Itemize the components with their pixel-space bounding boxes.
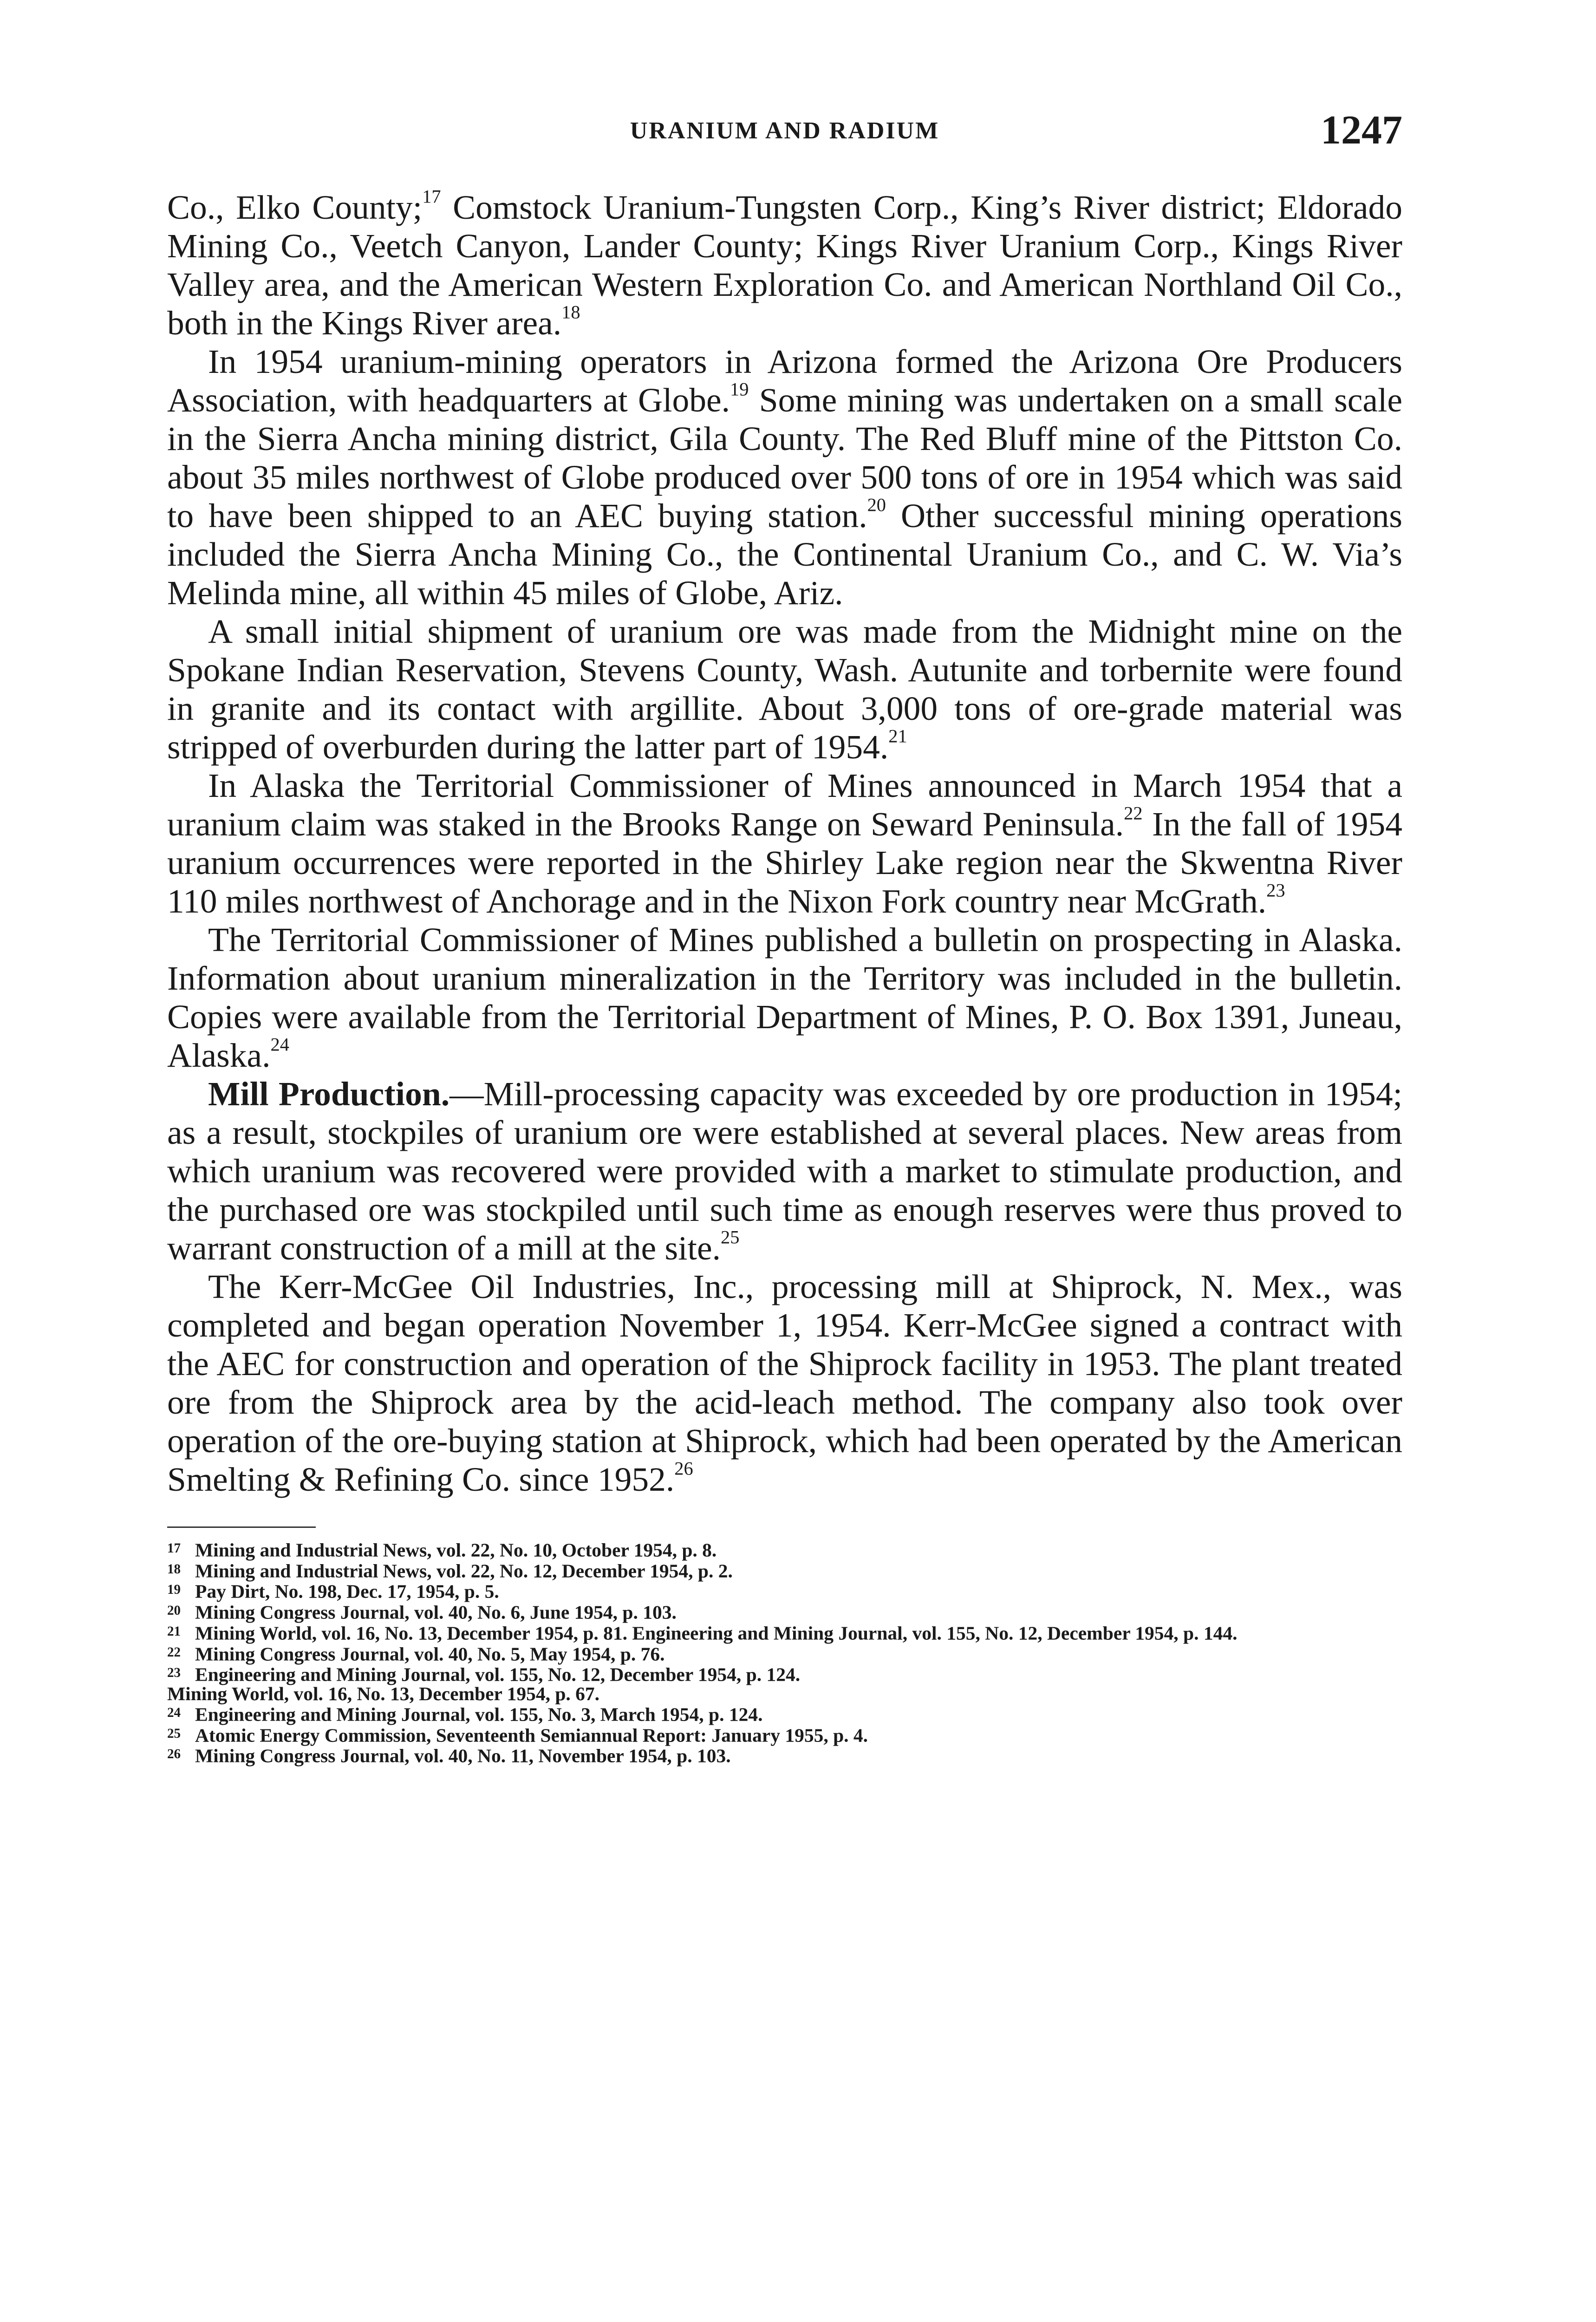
section-heading: Mill Production.: [208, 1075, 450, 1113]
footnote-reference[interactable]: 23: [1266, 880, 1285, 901]
page-header: [167, 107, 1402, 163]
footnote-reference[interactable]: 19: [730, 378, 749, 400]
footnote-reference[interactable]: 20: [867, 494, 886, 515]
paragraph-text: —Mill-processing capacity was exceeded by ore production in 1954; as a result, stockpiles of uranium ore were established at several places. New areas from which uranium was recovered were provided with a market to stimulate production, and the purchased ore was stockpiled until such time as enough reserves were thus proved to warrant construction of a mill at the site.: [167, 1075, 1403, 1267]
footnote-marker: 17: [167, 1541, 181, 1556]
page-number: 1247: [1321, 108, 1402, 153]
paragraph-text: Comstock Uranium-Tungsten Corp., King’s River district; Eldorado Mining Co., Veetch Canyon, Lander County; Kings River Uranium Corp., Kings River Valley area, and the American Western Exploration Co. and American Northland Oil Co., both in the Kings River area.: [167, 189, 1402, 342]
footnote: [167, 1745, 1402, 1766]
footnote-reference[interactable]: 24: [270, 1034, 289, 1055]
footnote-text: Engineering and Mining Journal, vol. 155, No. 12, December 1954, p. 124.: [195, 1663, 801, 1685]
paragraph: [167, 342, 1402, 612]
footnote-reference[interactable]: 18: [561, 301, 580, 323]
paragraph: [167, 612, 1402, 766]
footnote-text: Atomic Energy Commission, Seventeenth Semiannual Report: January 1955, p. 4.: [195, 1724, 868, 1746]
footnote-reference[interactable]: 17: [422, 186, 441, 207]
paragraph: [167, 188, 1402, 342]
footnote-rule: [167, 1526, 316, 1528]
footnote-text: Mining World, vol. 16, No. 13, December 1954, p. 81. Engineering and Mining Journal, vol. 155, No. 12, December 1954, p. 144.: [195, 1622, 1238, 1644]
footnote-text: Engineering and Mining Journal, vol. 155, No. 3, March 1954, p. 124.: [195, 1703, 763, 1725]
footnote-marker: 22: [167, 1644, 181, 1660]
footnote-marker: 23: [167, 1665, 181, 1681]
paragraph-text: In 1954 uranium-mining operators in Arizona formed the Arizona Ore Producers Association, with headquarters at Globe.: [167, 343, 1402, 419]
footnote-text: Mining World, vol. 16, No. 13, December 1954, p. 67.: [167, 1683, 600, 1704]
footnote-marker: 20: [167, 1603, 181, 1618]
footnote: [167, 1703, 1402, 1724]
footnote: [167, 1663, 1402, 1684]
footnote: [167, 1684, 1402, 1703]
running-head: URANIUM AND RADIUM: [630, 117, 940, 144]
footnote-marker: 21: [167, 1624, 181, 1639]
footnote-marker: 19: [167, 1582, 181, 1598]
footnote-text: Mining and Industrial News, vol. 22, No. 10, October 1954, p. 8.: [195, 1539, 717, 1561]
body-text: [167, 188, 1402, 1499]
footnote-text: Mining Congress Journal, vol. 40, No. 6, June 1954, p. 103.: [195, 1601, 677, 1623]
footnote-text: Mining Congress Journal, vol. 40, No. 11, November 1954, p. 103.: [195, 1745, 731, 1767]
footnote: [167, 1643, 1402, 1664]
book-page: [167, 107, 1402, 1766]
footnote-reference[interactable]: 25: [720, 1226, 740, 1248]
footnote-reference[interactable]: 26: [674, 1458, 693, 1479]
paragraph-text: Some mining was undertaken on a small scale in the Sierra Ancha mining district, Gila County. The Red Bluff mine of the Pittston Co. about 35 miles northwest of Globe produced over 500 tons of ore in 1954 which was said to have been shipped to an AEC buying station.: [167, 381, 1402, 535]
footnote: [167, 1724, 1402, 1745]
paragraph: [167, 766, 1402, 920]
footnote: [167, 1622, 1402, 1643]
footnote-marker: 25: [167, 1726, 181, 1741]
paragraph: [167, 1075, 1402, 1267]
footnote-marker: 26: [167, 1747, 181, 1762]
paragraph-text: In Alaska the Territorial Commissioner of Mines announced in March 1954 that a uranium claim was staked in the Brooks Range on Seward Peninsula.: [167, 767, 1402, 843]
footnote-marker: 18: [167, 1561, 181, 1577]
footnote-marker: 24: [167, 1705, 181, 1720]
footnote-reference[interactable]: 21: [888, 725, 907, 747]
footnote: [167, 1539, 1402, 1560]
footnote: [167, 1560, 1402, 1581]
footnote-reference[interactable]: 22: [1124, 802, 1143, 824]
paragraph-text: In the fall of 1954 uranium occurrences were reported in the Shirley Lake region near the Skwentna River 110 miles northwest of Anchorage and in the Nixon Fork country near McGrath.: [167, 805, 1403, 920]
footnote-text: Mining and Industrial News, vol. 22, No. 12, December 1954, p. 2.: [195, 1560, 733, 1582]
paragraph-text: Co., Elko County;: [167, 189, 423, 226]
footnote-text: Mining Congress Journal, vol. 40, No. 5, May 1954, p. 76.: [195, 1643, 665, 1665]
paragraph-text: Other successful mining operations included the Sierra Ancha Mining Co., the Continental Uranium Co., and C. W. Via’s Melinda mine, all within 45 miles of Globe, Ariz.: [167, 497, 1402, 612]
paragraph: [167, 920, 1402, 1075]
paragraph-text: The Territorial Commissioner of Mines published a bulletin on prospecting in Alaska. Information about uranium mineralization in the Territory was included in the bulletin. Copies were available from the Territorial Department of Mines, P. O. Box 1391, Juneau, Alaska.: [167, 921, 1402, 1074]
footnotes: [167, 1539, 1402, 1766]
footnote: [167, 1601, 1402, 1622]
footnote-text: Pay Dirt, No. 198, Dec. 17, 1954, p. 5.: [195, 1581, 499, 1603]
paragraph: [167, 1267, 1402, 1499]
paragraph-text: The Kerr-McGee Oil Industries, Inc., processing mill at Shiprock, N. Mex., was completed and began operation November 1, 1954. Kerr-McGee signed a contract with the AEC for construction and operation of the Shiprock facility in 1953. The plant treated ore from the Shiprock area by the acid-leach method. The company also took over operation of the ore-buying station at Shiprock, which had been operated by the American Smelting & Refining Co. since 1952.: [167, 1268, 1402, 1498]
footnote: [167, 1580, 1402, 1601]
paragraph-text: A small initial shipment of uranium ore was made from the Midnight mine on the Spokane Indian Reservation, Stevens County, Wash. Autunite and torbernite were found in granite and its contact with argillite. About 3,000 tons of ore-grade material was stripped of overburden during the latter part of 1954.: [167, 613, 1402, 766]
